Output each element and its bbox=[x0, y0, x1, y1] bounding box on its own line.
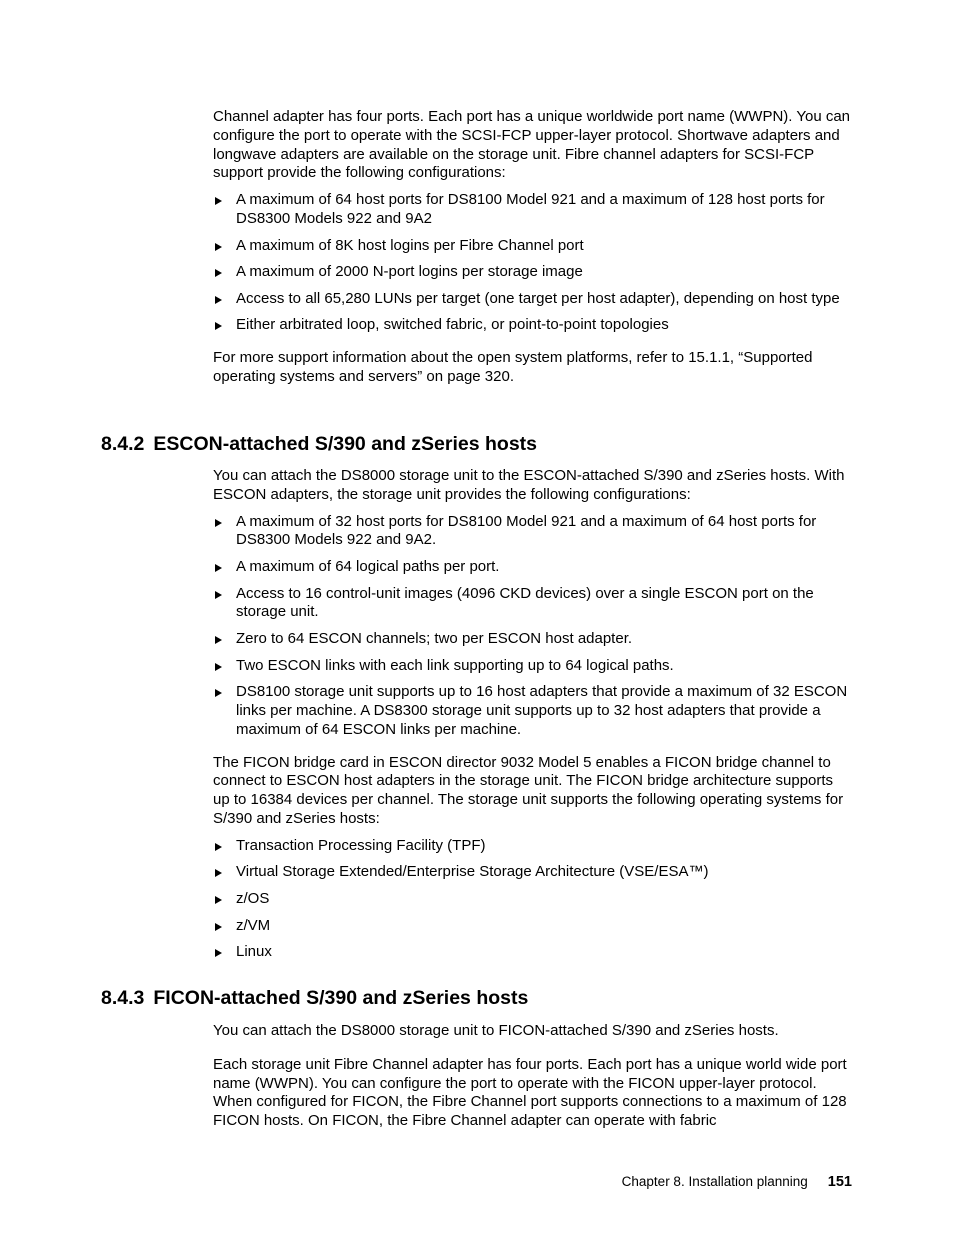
bullet-triangle-icon bbox=[215, 923, 222, 931]
list-item: A maximum of 64 logical paths per port. bbox=[213, 558, 853, 577]
list-item: A maximum of 32 host ports for DS8100 Model 921 and a maximum of 64 host ports for DS8300 Models 922 and 9A2. bbox=[213, 513, 853, 551]
escon-bullet-list bbox=[213, 513, 853, 740]
bullet-triangle-icon bbox=[215, 197, 222, 205]
escon-intro-paragraph: You can attach the DS8000 storage unit to the ESCON-attached S/390 and zSeries hosts. With ESCON adapters, the storage unit provides the following configurations: bbox=[213, 467, 845, 503]
bullet-triangle-icon bbox=[215, 896, 222, 904]
list-item: A maximum of 8K host logins per Fibre Channel port bbox=[213, 237, 853, 256]
bullet-triangle-icon bbox=[215, 269, 222, 277]
bullet-triangle-icon bbox=[215, 322, 222, 330]
page-footer bbox=[622, 1173, 852, 1191]
bullet-triangle-icon bbox=[215, 663, 222, 671]
list-item: DS8100 storage unit supports up to 16 host adapters that provide a maximum of 32 ESCON links per machine. A DS8300 storage unit supports up to 32 host adapters that provide a maximum of 64 ESCON links per machine. bbox=[213, 683, 853, 739]
list-item: Access to all 65,280 LUNs per target (one target per host adapter), depending on host type bbox=[213, 290, 853, 309]
bullet-triangle-icon bbox=[215, 869, 222, 877]
list-item: Zero to 64 ESCON channels; two per ESCON host adapter. bbox=[213, 630, 853, 649]
list-item: Linux bbox=[213, 943, 853, 962]
ficon-bridge-paragraph: The FICON bridge card in ESCON director 9032 Model 5 enables a FICON bridge channel to connect to ESCON host adapters in the storage unit. The FICON bridge architecture supports up to 16384 devices per channel. The storage unit supports the following operating systems for S/390 and zSeries hosts: bbox=[213, 753, 844, 827]
footer-chapter-title: Chapter 8. Installation planning bbox=[621, 1174, 808, 1189]
bullet-triangle-icon bbox=[215, 296, 222, 304]
section-843-body bbox=[213, 1022, 853, 1131]
bullet-triangle-icon bbox=[215, 636, 222, 644]
list-item: Transaction Processing Facility (TPF) bbox=[213, 837, 853, 856]
bullet-triangle-icon bbox=[215, 564, 222, 572]
page-number: 151 bbox=[827, 1174, 852, 1190]
intro-block bbox=[213, 108, 853, 387]
section-heading-843 bbox=[101, 986, 528, 1010]
list-item: Virtual Storage Extended/Enterprise Storage Architecture (VSE/ESA™) bbox=[213, 863, 853, 882]
bullet-triangle-icon bbox=[215, 689, 222, 697]
section-heading-842 bbox=[101, 432, 537, 456]
ficon-intro-paragraph: You can attach the DS8000 storage unit to FICON-attached S/390 and zSeries hosts. bbox=[213, 1022, 779, 1039]
intro-paragraph: Channel adapter has four ports. Each port has a unique worldwide port name (WWPN). You can configure the port to operate with the SCSI-FCP upper-layer protocol. Shortwave adapters and longwave adapters are available on the storage unit. Fibre channel adapters for SCSI-FCP support provide the following configurations: bbox=[213, 108, 851, 182]
bullet-triangle-icon bbox=[215, 949, 222, 957]
section-842-body bbox=[213, 467, 853, 962]
section-number: 8.4.3 bbox=[101, 987, 145, 1009]
list-item: Two ESCON links with each link supporting up to 64 logical paths. bbox=[213, 657, 853, 676]
bullet-triangle-icon bbox=[215, 519, 222, 527]
section-title: FICON-attached S/390 and zSeries hosts bbox=[153, 987, 529, 1009]
intro-closing-paragraph: For more support information about the open system platforms, refer to 15.1.1, “Supported operating systems and servers” on page 320. bbox=[213, 349, 813, 385]
list-item: A maximum of 2000 N-port logins per storage image bbox=[213, 263, 853, 282]
list-item: z/VM bbox=[213, 917, 853, 936]
intro-bullet-list bbox=[213, 191, 853, 335]
list-item: A maximum of 64 host ports for DS8100 Model 921 and a maximum of 128 host ports for DS8300 Models 922 and 9A2 bbox=[213, 191, 853, 229]
list-item: Either arbitrated loop, switched fabric, or point-to-point topologies bbox=[213, 316, 853, 335]
bullet-triangle-icon bbox=[215, 243, 222, 251]
section-number: 8.4.2 bbox=[101, 433, 145, 455]
os-bullet-list bbox=[213, 837, 853, 962]
ficon-adapter-paragraph: Each storage unit Fibre Channel adapter has four ports. Each port has a unique world wide port name (WWPN). You can configure the port to operate with the FICON upper-layer protocol. When configured for FICON, the Fibre Channel port supports connections to a maximum of 128 FICON hosts. On FICON, the Fibre Channel adapter can operate with fabric bbox=[213, 1055, 847, 1130]
bullet-triangle-icon bbox=[215, 591, 222, 599]
list-item: Access to 16 control-unit images (4096 CKD devices) over a single ESCON port on the storage unit. bbox=[213, 585, 853, 623]
list-item: z/OS bbox=[213, 890, 853, 909]
section-title: ESCON-attached S/390 and zSeries hosts bbox=[153, 433, 538, 455]
bullet-triangle-icon bbox=[215, 843, 222, 851]
